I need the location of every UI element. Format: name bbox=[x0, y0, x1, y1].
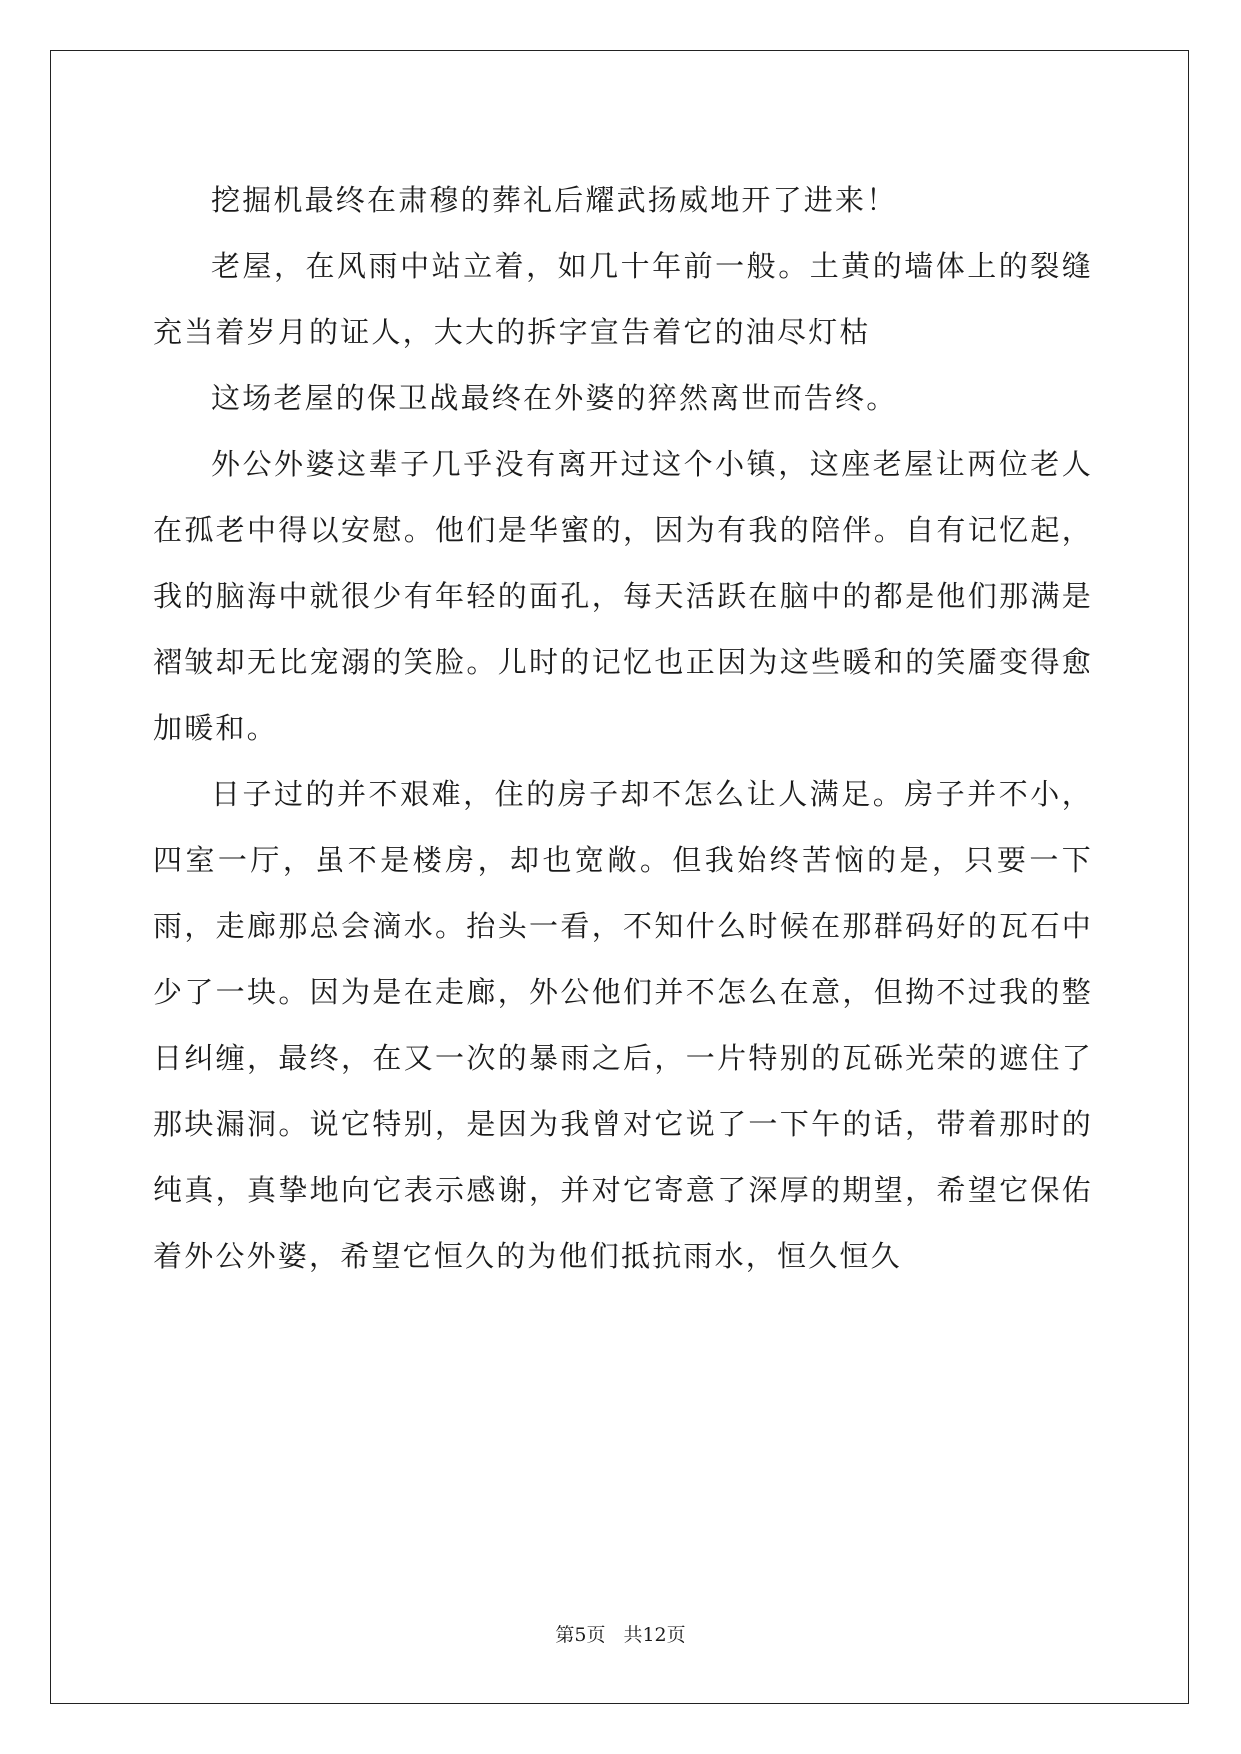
page-number: 第5页 bbox=[555, 1624, 606, 1646]
paragraph-5: 日子过的并不艰难，住的房子却不怎么让人满足。房子并不小，四室一厅，虽不是楼房，却也宽敞。但我始终苦恼的是，只要一下雨，走廊那总会滴水。抬头一看，不知什么时候在那群码好的瓦石中少了一块。因为是在走廊，外公他们并不怎么在意，但拗不过我的整日纠缠，最终，在又一次的暴雨之后，一片特别的瓦砾光荣的遮住了那块漏洞。说它特别，是因为我曾对它说了一下午的话，带着那时的纯真，真挚地向它表示感谢，并对它寄意了深厚的期望，希望它保佑着外公外婆，希望它恒久的为他们抵抗雨水，恒久恒久 bbox=[153, 777, 1093, 1273]
paragraph-2: 老屋，在风雨中站立着，如几十年前一般。土黄的墙体上的裂缝充当着岁月的证人，大大的拆字宣告着它的油尽灯枯 bbox=[153, 249, 1093, 349]
document-body bbox=[153, 167, 1093, 1289]
paragraph-3: 这场老屋的保卫战最终在外婆的猝然离世而告终。 bbox=[211, 381, 898, 415]
page-total: 共12页 bbox=[623, 1624, 686, 1646]
page-footer bbox=[0, 1620, 1241, 1647]
paragraph-1: 挖掘机最终在肃穆的葬礼后耀武扬威地开了进来！ bbox=[211, 183, 898, 217]
paragraph-4: 外公外婆这辈子几乎没有离开过这个小镇，这座老屋让两位老人在孤老中得以安慰。他们是华蜜的，因为有我的陪伴。自有记忆起，我的脑海中就很少有年轻的面孔，每天活跃在脑中的都是他们那满是褶皱却无比宠溺的笑脸。儿时的记忆也正因为这些暖和的笑靥变得愈加暖和。 bbox=[153, 447, 1093, 745]
